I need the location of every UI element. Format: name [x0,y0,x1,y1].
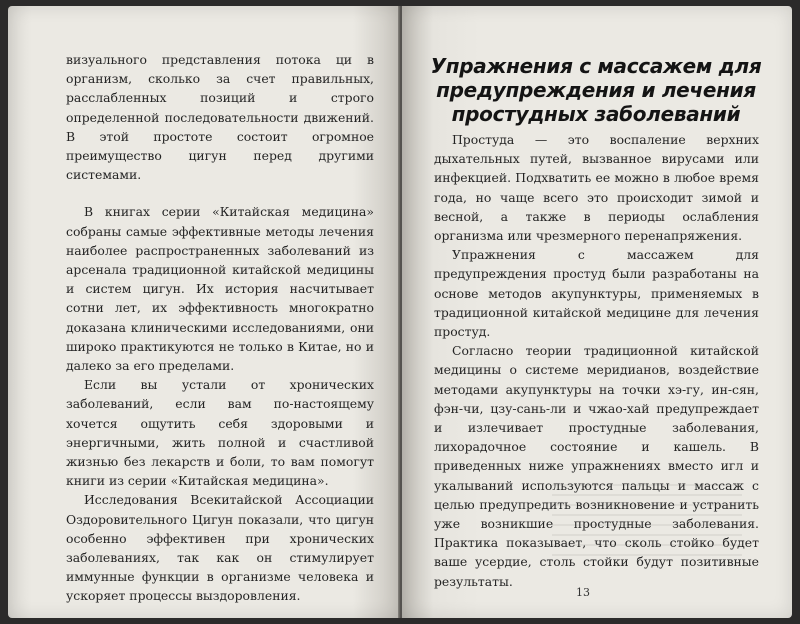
left-paragraph-2: В книгах серии «Китайская медицина» собраны самые эффективные методы лечения наиболее распространенных заболеваний из арсенала традиционной китайской медицины и систем цигун. Их история насчитывает сотни лет, их эффективность многократно доказана клиническими исследованиями, они широко практикуются не только в Китае, но и далеко за его пределами. [66,204,374,374]
left-paragraph-4: Исследования Всекитайской Ассоциации Оздоровительного Цигун показали, что цигун особенно эффективен при хронических заболеваниях, так как он стимулирует иммунные функции в организме человека и ускоряет процессы выздоровления. [66,492,374,604]
right-paragraph-1: Простуда — это воспаление верхних дыхательных путей, вызванное вирусами или инфекцией. Подхватить ее можно в любое время года, но чаще всего это происходит зимой и весной, а также в периоды ослабления организма или чрезмерного перенапряжения. [434,132,759,244]
right-paragraph-2: Упражнения с массажем для предупреждения простуд были разработаны на основе методов акупунктуры, применяемых в традиционной китайской медицине для лечения простуд. [434,247,759,340]
left-paragraph-1: визуального представления потока ци в организм, сколько за счет правильных, расслабленных позиций и строго определенной последовательности движений. В этой простоте состоит огромное преимущество цигун перед другими системами. [66,52,374,183]
left-page [8,6,400,618]
right-paragraph-3: Согласно теории традиционной китайской медицины о системе меридианов, воздействие методами акупунктуры на точки хэ-гу, ин-сян, фэн-чи, цзу-сань-ли и чжао-хай предупреждает и излечивает простудные заболевания, лихорадочное состояние и кашель. В приведенных ниже упражнениях вместо игл и укалываний используются пальцы и массаж с целью предупредить возникновение и устранить уже возникшие простудные заболевания. Практика показывает, что сколь стойко будет ваше усердие, столь стойки будут позитивные результаты. [434,343,759,589]
chapter-title: Упражнения с массажем для предупреждения и лечения простудных заболеваний [430,54,762,126]
bleed-through-shadow [552,484,742,564]
page-number: 13 [576,586,590,599]
left-page-text [66,50,374,606]
left-paragraph-3: Если вы устали от хронических заболеваний, если вам по-настоящему хочется ощутить себя здоровыми и энергичными, жить полной и счастливой жизнью без лекарств и боли, то вам помогут книги из серии «Китайская медицина». [66,377,374,489]
right-page [402,6,792,618]
